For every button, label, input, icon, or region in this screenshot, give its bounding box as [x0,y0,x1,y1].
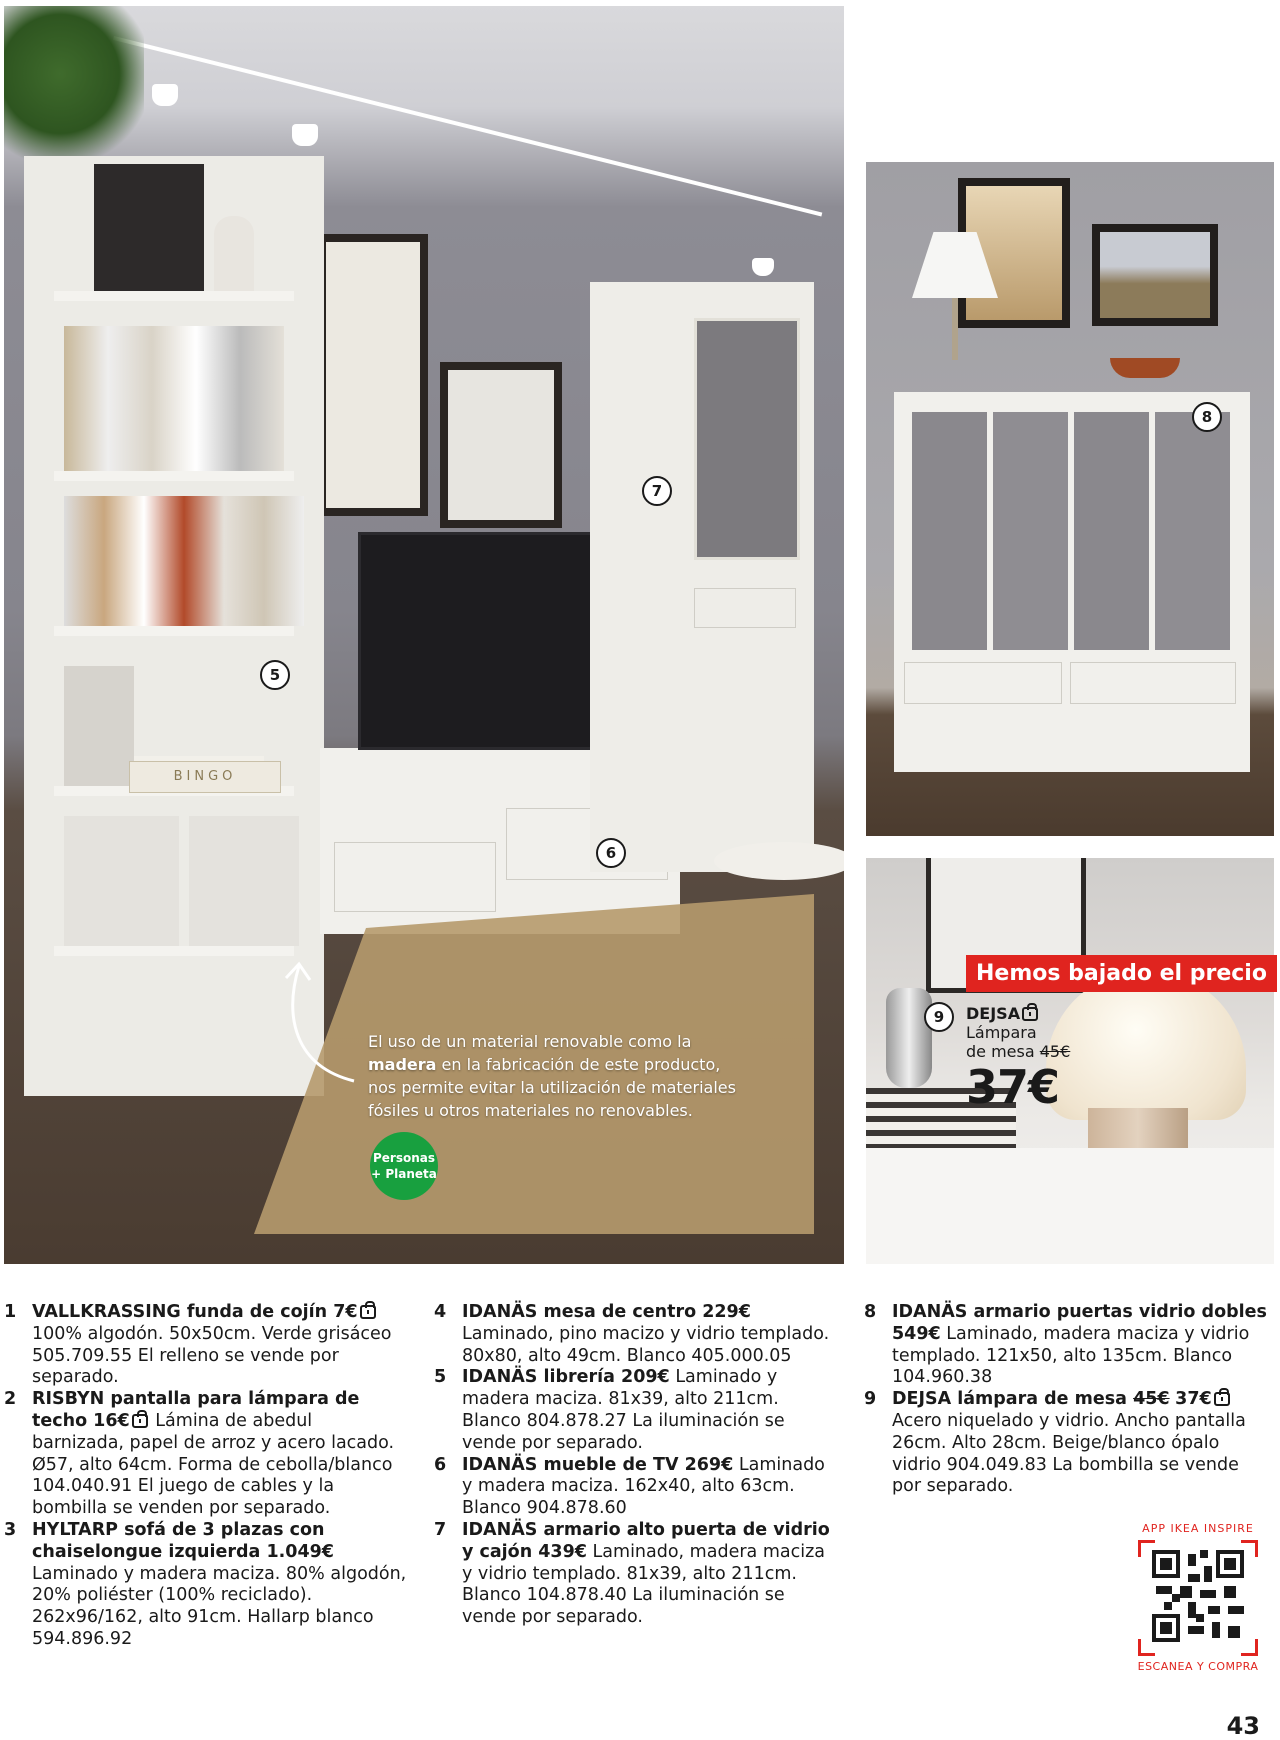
badge-line1: Personas [372,1151,436,1165]
item-desc: Laminado, madera maciza y vidrio templado. 81x39, alto 211cm. Blanco 104.878.40 La iluminación se vende por separado. [462,1541,825,1628]
item-desc: Acero niquelado y vidrio. Ancho pantalla 26cm. Alto 28cm. Beige/blanco ópalo vidrio 904.049.83 La bombilla se vende por separado. [892,1410,1246,1497]
caption-text-end: en la fabricación de este producto, nos permite evitar la utilización de materiales fósiles u otros materiales no renovables. [368,1055,736,1120]
wall-frame-bird [318,234,428,516]
bookcase [24,156,324,1096]
bag-icon [1022,1007,1038,1021]
promo-desc2: de mesa [966,1042,1035,1061]
item-old-price: 45€ [1133,1389,1170,1410]
coffee-table [714,842,844,880]
fruit-bowl [1110,358,1180,378]
product-list-col-2 [434,1302,838,1629]
product-item-4 [434,1302,838,1367]
item-desc: Laminado y madera maciza. 162x40, alto 63cm. Blanco 904.878.60 [462,1454,825,1519]
promo-name: DEJSA [966,1004,1021,1023]
product-list-col-1 [4,1302,408,1651]
item-number: 7 [434,1519,447,1540]
item-title: HYLTARP sofá de 3 plazas con chaiselongue izquierda 1.049€ [32,1519,334,1562]
item-new-price: 37€ [1175,1389,1212,1410]
price-drop-banner: Hemos bajado el precio [966,955,1277,992]
product-item-5 [434,1367,838,1454]
bag-icon [1214,1392,1230,1406]
item-desc: Laminado, pino macizo y vidrio templado. 80x80, alto 49cm. Blanco 405.000.05 [462,1323,830,1366]
qr-top-label: APP IKEA INSPIRE [1142,1522,1254,1535]
spotlight-icon [152,84,178,106]
caption-text: El uso de un material renovable como la [368,1032,692,1051]
vase [886,988,932,1088]
item-title: IDANÄS mueble de TV 269€ [462,1454,734,1475]
item-number: 3 [4,1519,17,1540]
item-number: 9 [864,1389,877,1410]
spotlight-icon [752,258,774,276]
product-list-col-3 [864,1302,1268,1498]
item-title: DEJSA lámpara de mesa [892,1389,1134,1410]
product-item-3 [4,1520,408,1651]
item-title: IDANÄS librería 209€ [462,1367,670,1388]
item-desc: Lámina de abedul barnizada, papel de arroz y acero lacado. Ø57, alto 64cm. Forma de cebolla/blanco 104.040.91 El juego de cables y la bombilla se venden por separado. [32,1410,395,1519]
sustainability-caption [368,1030,748,1122]
item-number: 1 [4,1302,17,1322]
item-title: IDANÄS armario alto puerta de vidrio y cajón 439€ [462,1519,830,1562]
item-desc: Laminado, madera maciza y vidrio templado. 121x50, alto 135cm. Blanco 104.960.38 [892,1323,1250,1388]
page-number: 43 [1226,1712,1260,1740]
item-title: VALLKRASSING funda de cojín 7€ [32,1302,358,1322]
item-title: IDANÄS armario puertas vidrio dobles 549€ [892,1302,1267,1344]
table-lamp-stand [952,298,958,360]
item-title: RISBYN pantalla para lámpara de techo 16€ [32,1389,360,1431]
item-number: 4 [434,1302,447,1322]
qr-bottom-label: ESCANEA Y COMPRA [1137,1660,1259,1673]
item-desc: Laminado y madera maciza. 81x39, alto 211cm. Blanco 804.878.27 La iluminación se vende por separado. [462,1367,785,1453]
marker-6: 6 [596,838,626,868]
promo-desc1: Lámpara [966,1023,1037,1042]
promo-new-price: 37€ [966,1060,1060,1114]
product-item-7 [434,1520,838,1629]
marker-5: 5 [260,660,290,690]
wall-frame-map [440,362,562,528]
product-item-1 [4,1302,408,1389]
marker-9: 9 [924,1002,954,1032]
qr-pattern-icon [1152,1550,1244,1642]
curved-arrow-icon [274,956,364,1086]
people-planet-badge [370,1132,438,1200]
spotlight-icon [292,124,318,146]
item-number: 5 [434,1367,447,1388]
badge-line2: + Planeta [371,1167,437,1181]
item-number: 8 [864,1302,877,1322]
item-title: IDANÄS mesa de centro 229€ [462,1302,751,1322]
product-item-8 [864,1302,1268,1389]
product-item-9 [864,1389,1268,1498]
qr-code[interactable] [1138,1540,1258,1656]
plant-leaves [4,6,144,176]
product-item-2 [4,1389,408,1520]
promo-old-price: 45€ [1039,1042,1071,1061]
bingo-box-label: BINGO [173,769,237,784]
sideboard [866,1148,1274,1264]
product-item-6 [434,1455,838,1520]
item-number: 6 [434,1454,447,1475]
marker-7: 7 [642,476,672,506]
wall-frame-field [1092,224,1218,326]
glass-cabinet-photo [866,162,1274,836]
tall-glass-cabinet [590,282,814,872]
bingo-box [129,761,281,793]
caption-bold: madera [368,1055,437,1074]
bag-icon [132,1414,148,1428]
item-desc: 100% algodón. 50x50cm. Verde grisáceo 505.709.55 El relleno se vende por separado. [32,1323,392,1388]
television [358,532,596,750]
marker-8: 8 [1192,402,1222,432]
double-glass-cabinet [894,392,1250,772]
item-number: 2 [4,1389,17,1410]
item-desc: Laminado y madera maciza. 80% algodón, 20% poliéster (100% reciclado). 262x96/162, alto 91cm. Hallarp blanco 594.896.92 [32,1563,407,1649]
bag-icon [360,1305,376,1319]
promo-product [966,1004,1070,1113]
living-room-photo [4,6,844,1264]
